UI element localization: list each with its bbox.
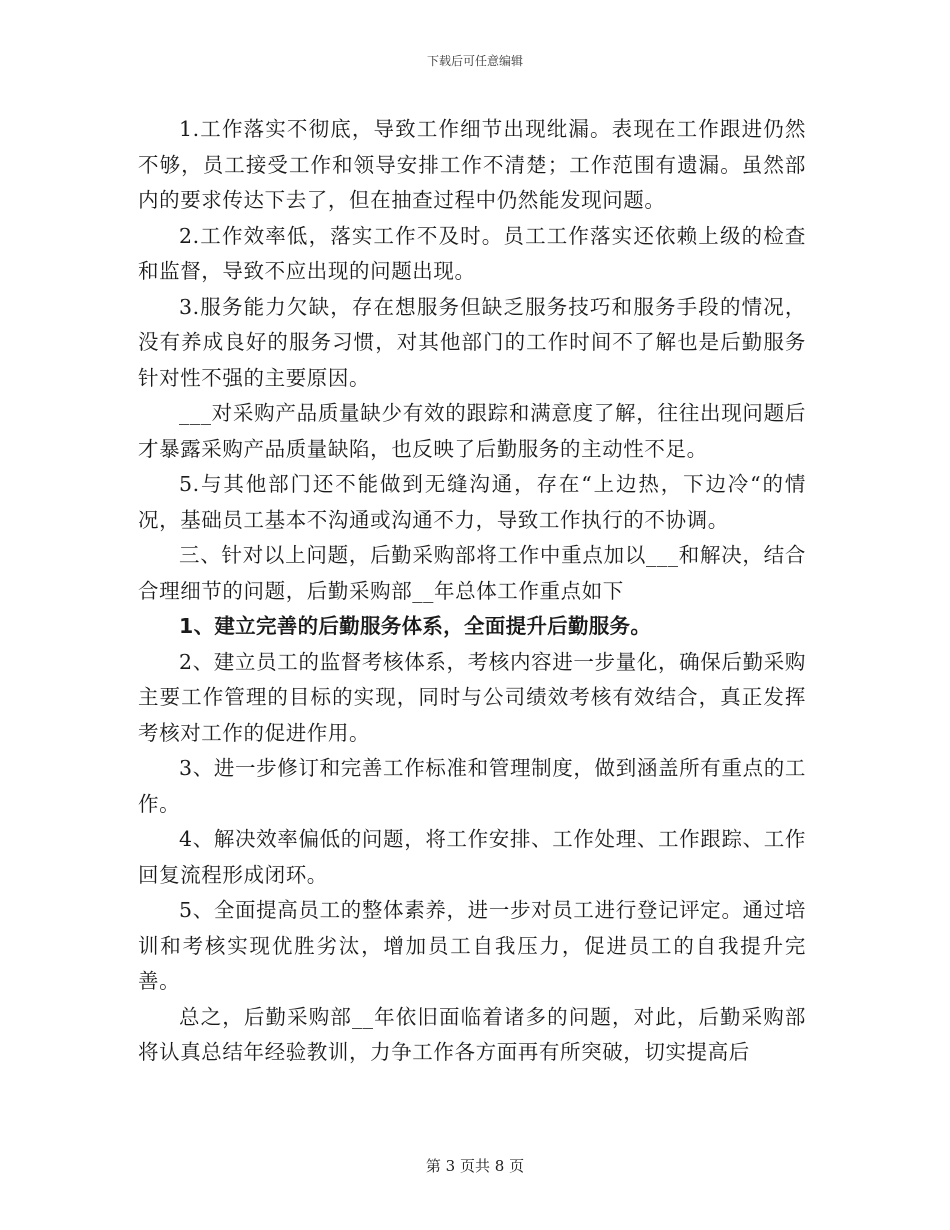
- paragraph-focus-heading: 1、建立完善的后勤服务体系，全面提升后勤服务。: [179, 614, 652, 638]
- paragraph-issue-1: 1.工作落实不彻底，导致工作细节出现纰漏。表现在工作跟进仍然不够，员工接受工作和领导安排工作不清楚；工作范围有遗漏。虽然部内的要求传达下去了，但在抽查过程中仍然能发现问题。: [138, 117, 806, 212]
- page-number: 第 3 页共 8 页: [425, 1157, 525, 1175]
- paragraph-issue-3: 3.服务能力欠缺，存在想服务但缺乏服务技巧和服务手段的情况，没有养成良好的服务习惯，对其他部门的工作时间不了解也是后勤服务针对性不强的主要原因。: [138, 294, 806, 390]
- paragraph-issue-4: ___对采购产品质量缺少有效的跟踪和满意度了解，往往出现问题后才暴露采购产品质量缺陷，也反映了后勤服务的主动性不足。: [138, 401, 806, 461]
- paragraph-focus-3: 3、进一步修订和完善工作标准和管理制度，做到涵盖所有重点的工作。: [138, 756, 806, 816]
- document-body: [138, 112, 806, 1071]
- paragraph-issue-2: 2.工作效率低，落实工作不及时。员工工作落实还依赖上级的检查和监督，导致不应出现的问题出现。: [138, 223, 806, 283]
- paragraph-conclusion: 总之，后勤采购部__年依旧面临着诸多的问题，对此，后勤采购部将认真总结年经验教训，力争工作各方面再有所突破，切实提高后: [138, 1004, 806, 1064]
- page-header-note: 下载后可任意编辑: [426, 54, 523, 68]
- paragraph-issue-5: 5.与其他部门还不能做到无缝沟通，存在“上边热，下边冷“的情况，基础员工基本不沟通或沟通不力，导致工作执行的不协调。: [138, 472, 806, 532]
- paragraph-focus-5: 5、全面提高员工的整体素养，进一步对员工进行登记评定。通过培训和考核实现优胜劣汰，增加员工自我压力，促进员工的自我提升完善。: [138, 898, 806, 993]
- paragraph-section-three: 三、针对以上问题，后勤采购部将工作中重点加以___和解决，结合合理细节的问题，后勤采购部__年总体工作重点如下: [138, 543, 806, 603]
- paragraph-focus-4: 4、解决效率偏低的问题，将工作安排、工作处理、工作跟踪、工作回复流程形成闭环。: [138, 827, 806, 887]
- paragraph-focus-2: 2、建立员工的监督考核体系，考核内容进一步量化，确保后勤采购主要工作管理的目标的实现，同时与公司绩效考核有效结合，真正发挥考核对工作的促进作用。: [138, 649, 806, 745]
